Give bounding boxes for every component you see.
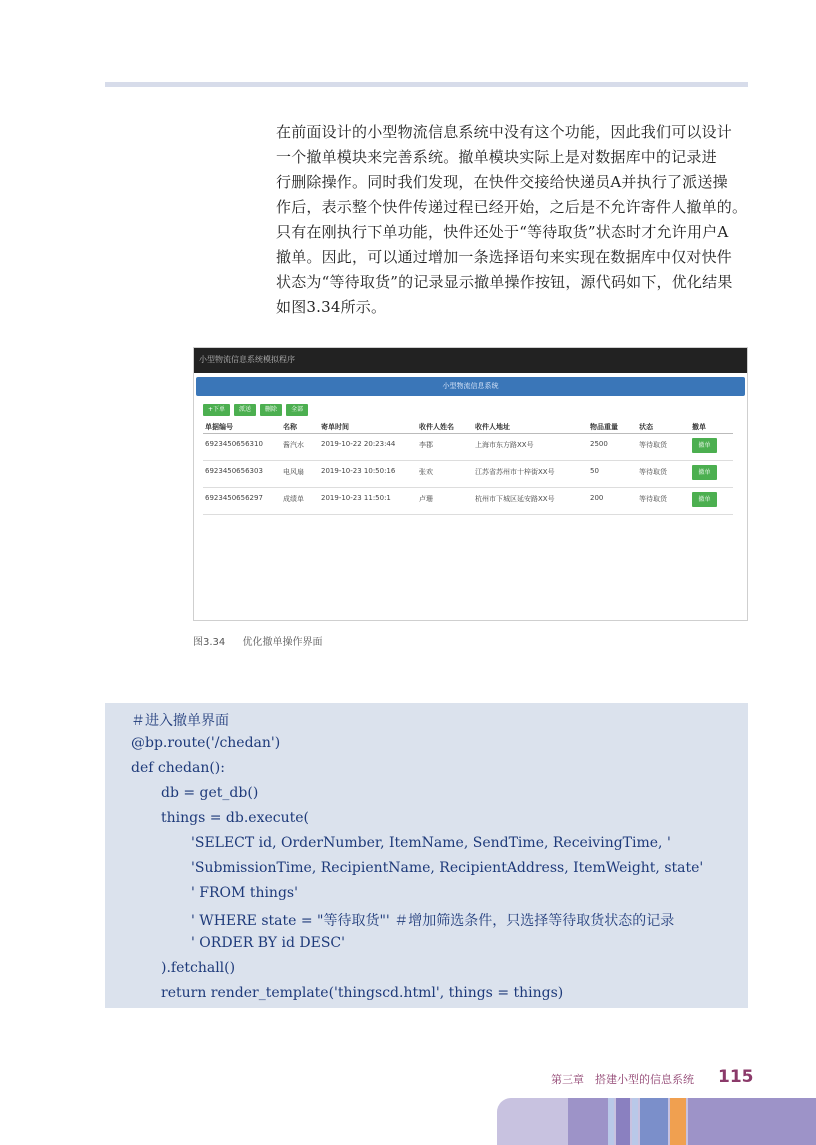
item-weight: 200	[590, 494, 604, 502]
paragraph-line: 如图3.34所示。	[276, 298, 387, 316]
paragraph-line: 撤单。因此，可以通过增加一条选择语句来实现在数据库中仅对快件	[276, 248, 733, 266]
paragraph-line: 状态为“等待取货”的记录显示撤单操作按钮，源代码如下，优化结果	[276, 273, 733, 291]
footer-decoration-stripe	[670, 1098, 686, 1145]
deliver-button[interactable]: 派送	[234, 404, 256, 416]
footer-decoration-stripe	[616, 1098, 630, 1145]
recipient-address: 杭州市下城区延安路XX号	[475, 495, 555, 503]
app-screenshot-figure	[193, 347, 748, 621]
table-header	[203, 419, 733, 434]
header-rule	[105, 82, 748, 87]
code-line: ).fetchall()	[161, 960, 236, 976]
window-title-bar	[194, 348, 747, 373]
column-header: 物品重量	[590, 423, 618, 431]
column-header: 状态	[639, 423, 653, 431]
item-name: 酱汽水	[283, 441, 304, 449]
footer-decoration-stripe	[608, 1098, 614, 1145]
send-time: 2019-10-23 11:50:1	[321, 494, 391, 502]
item-name: 成绩单	[283, 495, 304, 503]
code-line: ' FROM things'	[191, 885, 298, 901]
table-row	[203, 461, 733, 488]
delete-button[interactable]: 删除	[260, 404, 282, 416]
column-header: 名称	[283, 423, 297, 431]
paragraph-line: 作后，表示整个快件传递过程已经开始，之后是不允许寄件人撤单的。	[276, 198, 748, 216]
chapter-title: 第三章 搭建小型的信息系统	[551, 1073, 694, 1086]
table-row	[203, 488, 733, 515]
recipient-name: 李郡	[419, 441, 433, 449]
code-line: db = get_db()	[161, 785, 259, 801]
footer-decoration-stripe	[640, 1098, 668, 1145]
caption-text: 优化撤单操作界面	[242, 637, 323, 648]
code-line: ' WHERE state = "等待取货"' ＃增加筛选条件，只选择等待取货状态的记录	[191, 913, 675, 929]
page-number: 115	[718, 1067, 754, 1087]
status: 等待取货	[639, 468, 667, 476]
paragraph-line: 一个撤单模块来完善系统。撤单模块实际上是对数据库中的记录进	[276, 148, 717, 166]
code-line: 'SubmissionTime, RecipientName, RecipientAddress, ItemWeight, state'	[191, 860, 704, 876]
status: 等待取货	[639, 441, 667, 449]
order-number: 6923450656303	[205, 467, 263, 475]
window-title: 小型物流信息系统模拟程序	[199, 355, 295, 364]
app-header-title: 小型物流信息系统	[442, 382, 499, 390]
cancel-order-button[interactable]: 撤单	[692, 492, 717, 507]
recipient-name: 张欢	[419, 468, 433, 476]
code-block	[105, 703, 748, 1008]
order-button[interactable]: +下单	[203, 404, 230, 416]
paragraph-line: 在前面设计的小型物流信息系统中没有这个功能，因此我们可以设计	[276, 123, 733, 141]
order-number: 6923450656310	[205, 440, 263, 448]
recipient-name: 卢珊	[419, 495, 433, 503]
code-comment: ＃进入撤单界面	[131, 713, 229, 729]
figure-caption	[193, 633, 322, 648]
code-line: return render_template('thingscd.html', things = things)	[161, 985, 564, 1001]
code-line: things = db.execute(	[161, 810, 309, 826]
paragraph-line: 行删除操作。同时我们发现，在快件交接给快递员A并执行了派送操	[276, 173, 728, 191]
code-line: ' ORDER BY id DESC'	[191, 935, 345, 951]
footer-decoration-stripe	[568, 1098, 608, 1145]
app-header-bar	[196, 377, 745, 396]
status: 等待取货	[639, 495, 667, 503]
code-line: 'SELECT id, OrderNumber, ItemName, SendTime, ReceivingTime, '	[191, 835, 671, 851]
order-number: 6923450656297	[205, 494, 263, 502]
send-time: 2019-10-22 20:23:44	[321, 440, 396, 448]
toolbar	[203, 404, 308, 416]
column-header: 撤单	[692, 423, 706, 431]
table-row	[203, 434, 733, 461]
column-header: 收件人地址	[475, 423, 510, 431]
all-button[interactable]: 全部	[286, 404, 308, 416]
footer-decoration-stripe	[632, 1098, 638, 1145]
code-line: def chedan():	[131, 760, 225, 776]
send-time: 2019-10-23 10:50:16	[321, 467, 396, 475]
orders-table	[203, 419, 733, 515]
body-paragraph	[276, 120, 750, 320]
item-name: 电风扇	[283, 468, 304, 476]
recipient-address: 上海市东方路XX号	[475, 441, 534, 449]
cancel-order-button[interactable]: 撤单	[692, 438, 717, 453]
column-header: 单据编号	[205, 423, 233, 431]
code-line: @bp.route('/chedan')	[131, 735, 281, 751]
column-header: 收件人姓名	[419, 423, 454, 431]
item-weight: 2500	[590, 440, 608, 448]
caption-number: 图3.34	[193, 637, 226, 648]
paragraph-line: 只有在刚执行下单功能，快件还处于“等待取货”状态时才允许用户A	[276, 223, 729, 241]
item-weight: 50	[590, 467, 599, 475]
cancel-order-button[interactable]: 撤单	[692, 465, 717, 480]
footer-decoration-stripe	[688, 1098, 816, 1145]
recipient-address: 江苏省苏州市十梓街XX号	[475, 468, 555, 476]
column-header: 寄单时间	[321, 423, 349, 431]
